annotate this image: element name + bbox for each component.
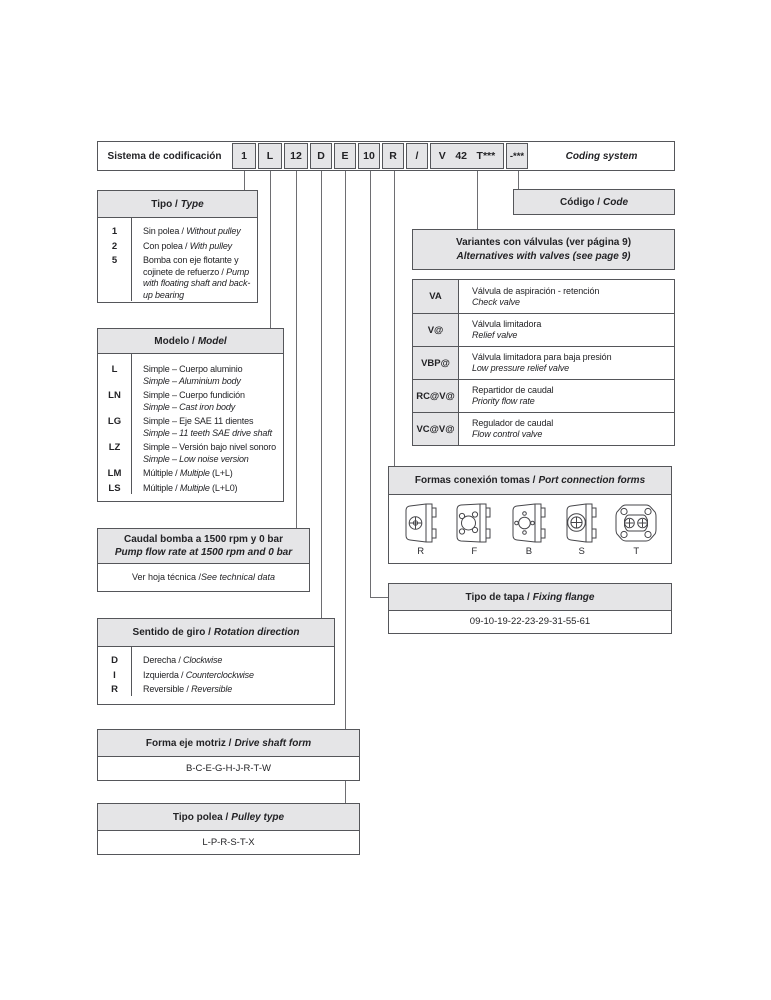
drive-shaft-box-title: Forma eje motriz / Drive shaft form <box>98 730 359 757</box>
valve-code-42: 42 <box>455 150 467 162</box>
model-row: LM Múltiple / Multiple (L+L) <box>107 468 233 479</box>
valve-variants-header <box>412 229 675 270</box>
code-cell-shaft: E <box>334 143 356 169</box>
threaded-port-pump-icon <box>562 501 602 545</box>
connector-valves <box>477 171 478 229</box>
bolted-port-pump-icon <box>507 501 551 545</box>
twin-port-flange-icon <box>612 501 660 545</box>
type-row: 1 Sin polea / Without pulley <box>111 226 241 237</box>
fixing-flange-value: 09-10-19-22-23-29-31-55-61 <box>469 616 591 627</box>
pulley-value: L-P-R-S-T-X <box>202 836 255 848</box>
code-cell-code: -*** <box>506 143 528 169</box>
port-form-label: R <box>417 546 425 557</box>
valve-variants-title: Variantes con válvulas (ver página 9) Alternatives with valves (see page 9) <box>413 230 674 269</box>
flow-rate-box-title: Caudal bomba a 1500 rpm y 0 bar Pump flow rate at 1500 rpm and 0 bar <box>98 529 309 564</box>
connector-shaft <box>345 171 346 729</box>
type-box <box>97 190 258 303</box>
code-cell-ports: R <box>382 143 404 169</box>
port-form-r <box>400 501 442 557</box>
type-row: 2 Con polea / With pulley <box>111 240 233 252</box>
coding-bar-title-en: Coding system <box>565 150 638 162</box>
code-box <box>513 189 675 215</box>
rear-port-pump-icon <box>400 501 442 545</box>
port-forms-box <box>388 466 672 564</box>
port-form-f <box>452 501 496 557</box>
coding-system-bar <box>97 141 675 171</box>
coding-bar-title-es: Sistema de codificación <box>107 150 222 162</box>
flow-rate-value: Ver hoja técnica / See technical data <box>131 572 276 582</box>
drive-shaft-value: B-C-E-G-H-J-R-T-W <box>186 762 271 774</box>
model-box <box>97 328 284 502</box>
port-forms-title: Formas conexión tomas / Port connection forms <box>389 467 671 495</box>
type-box-title: Tipo / Type <box>98 191 257 218</box>
connector-model <box>270 171 271 328</box>
valve-row: VA Válvula de aspiración - retención Check valve <box>413 280 674 313</box>
connector-flange-v <box>370 171 371 598</box>
port-form-label: T <box>633 546 640 557</box>
code-cell-slash: / <box>406 143 428 169</box>
code-cell-type: 1 <box>232 143 256 169</box>
fixing-flange-title: Tipo de tapa / Fixing flange <box>389 584 671 611</box>
rotation-row: R Reversible / Reversible <box>111 684 233 695</box>
valve-row: VC@V@ Regulador de caudal Flow control valve <box>413 412 674 445</box>
valve-table <box>412 279 675 446</box>
model-row: LG Simple – Eje SAE 11 dientes Simple – 11 teeth SAE drive shaft <box>107 416 272 438</box>
pulley-box-title: Tipo polea / Pulley type <box>98 804 359 831</box>
model-row: LZ Simple – Versión bajo nivel sonoro Simple – Low noise version <box>108 442 276 464</box>
rotation-row: D Derecha / Clockwise <box>111 655 223 666</box>
connector-ports <box>394 171 395 466</box>
connector-code <box>518 171 519 189</box>
valve-row: VBP@ Válvula limitadora para baja presión Low pressure relief valve <box>413 346 674 379</box>
connector-type <box>244 171 245 190</box>
rotation-box-title: Sentido de giro / Rotation direction <box>98 619 334 647</box>
port-form-s <box>562 501 602 557</box>
connector-flange-h <box>370 597 389 598</box>
port-form-t <box>612 501 660 557</box>
flow-rate-box <box>97 528 310 592</box>
rotation-box-body <box>98 647 334 696</box>
type-row: 5 Bomba con eje flotante y cojinete de refuerzo / Pump with floating shaft and back-up bearing <box>111 255 251 300</box>
fixing-flange-box <box>388 583 672 634</box>
valve-row: V@ Válvula limitadora Relief valve <box>413 313 674 346</box>
model-box-title: Modelo / Model <box>98 329 283 354</box>
port-form-label: S <box>578 546 585 557</box>
port-form-label: B <box>525 546 533 557</box>
code-box-title: Código / Code <box>514 190 674 214</box>
model-row: LS Múltiple / Multiple (L+L0) <box>108 482 238 494</box>
connector-rotation <box>321 171 322 618</box>
model-row: LN Simple – Cuerpo fundición Simple – Cast iron body <box>108 390 245 412</box>
code-cell-flow: 12 <box>284 143 308 169</box>
code-cell-valves <box>430 143 504 169</box>
code-cell-flange: 10 <box>358 143 380 169</box>
model-row: L Simple – Cuerpo aluminio Simple – Aluminium body <box>111 364 243 386</box>
port-forms-row <box>389 495 671 557</box>
valve-code-v: V <box>438 150 446 162</box>
valve-row: RC@V@ Repartidor de caudal Priority flow rate <box>413 379 674 412</box>
pulley-box <box>97 803 360 855</box>
code-cell-rotation: D <box>310 143 332 169</box>
connector-flow <box>296 171 297 528</box>
rotation-box <box>97 618 335 705</box>
type-box-body <box>98 218 257 301</box>
code-cell-model: L <box>258 143 282 169</box>
port-form-label: F <box>471 546 478 557</box>
drive-shaft-box <box>97 729 360 781</box>
valve-code-t: T*** <box>476 150 496 162</box>
four-bolt-flange-icon <box>452 501 496 545</box>
model-box-body <box>98 354 283 494</box>
port-form-b <box>507 501 551 557</box>
rotation-row: I Izquierda / Counterclockwise <box>113 669 254 681</box>
connector-pulley <box>345 781 346 803</box>
